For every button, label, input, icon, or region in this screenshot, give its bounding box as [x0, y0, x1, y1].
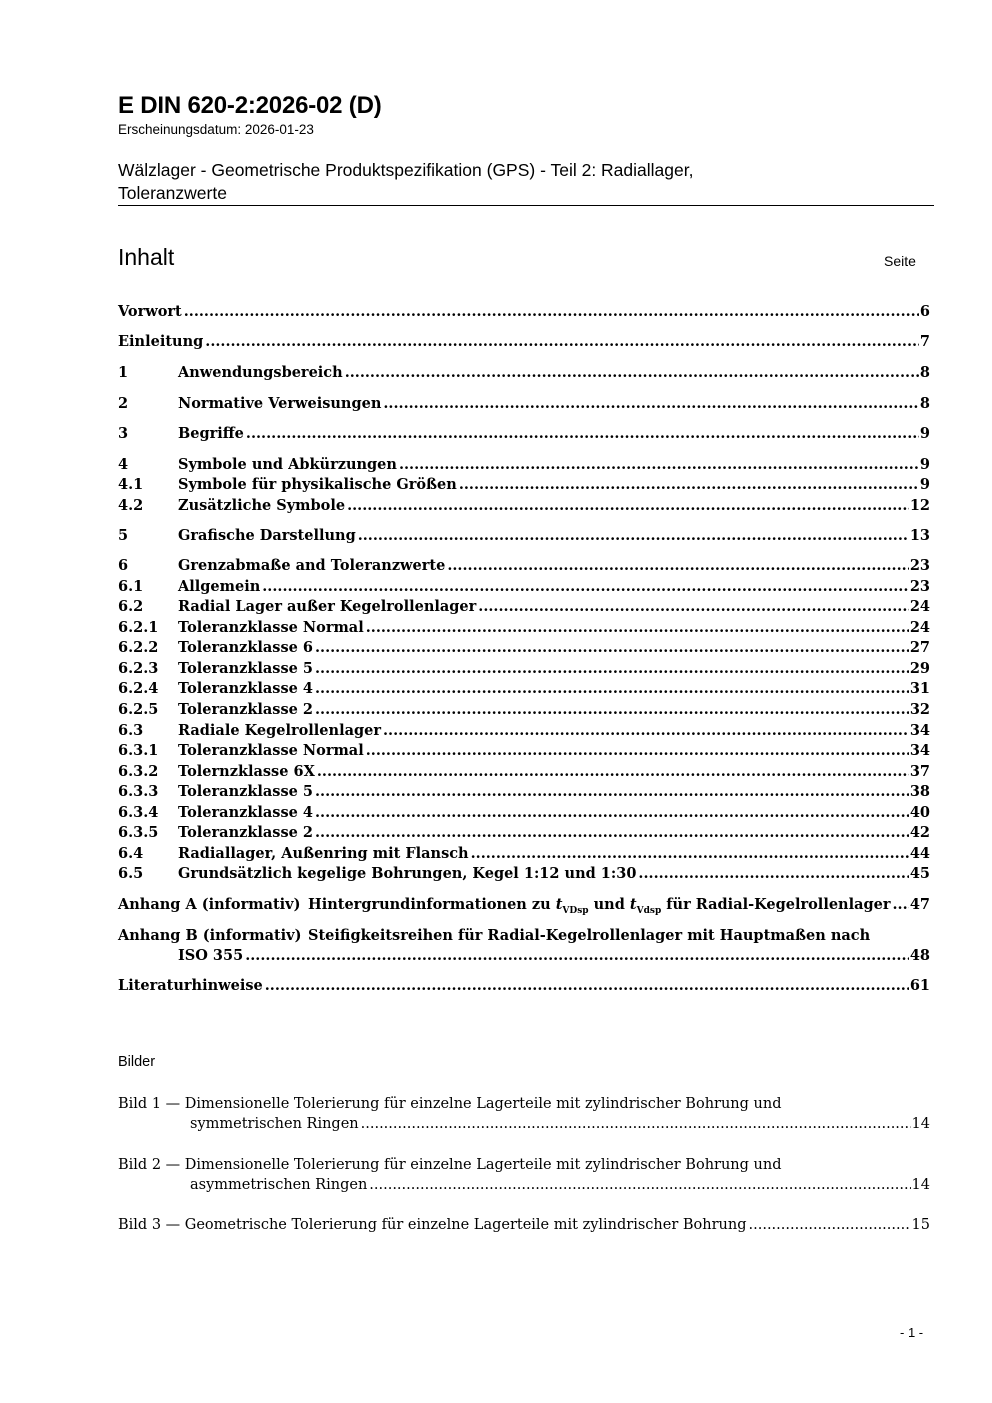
toc-entry-page: 8: [919, 364, 930, 381]
toc-entry[interactable]: [118, 577, 930, 597]
toc-entry-title: Toleranzklasse 4: [178, 680, 313, 697]
toc-entry-title: Toleranzklasse 5: [178, 660, 313, 677]
leader-dots: [361, 1114, 911, 1134]
toc-entry[interactable]: [118, 721, 930, 741]
leader-dots: [383, 721, 909, 741]
toc-entry-title: Einleitung: [118, 333, 204, 350]
toc-entry-page: 6: [919, 303, 930, 320]
leader-dots: [184, 302, 919, 322]
toc-entry-number: 5: [118, 527, 129, 544]
toc-entry-number: 6.1: [118, 578, 144, 595]
toc-entry-title: Toleranzklasse 5: [178, 783, 313, 800]
toc-entry-page: 9: [919, 476, 930, 493]
toc-entry-number: 6.3.5: [118, 824, 159, 841]
toc-entry-page: 44: [909, 845, 930, 862]
publication-date: Erscheinungsdatum: 2026-01-23: [118, 122, 314, 137]
leader-dots: [347, 496, 909, 516]
toc-entry[interactable]: [118, 762, 930, 782]
toc-entry-title: Tolernzklasse 6X: [178, 763, 315, 780]
toc-entry[interactable]: [118, 332, 930, 352]
toc-entry-number: 6.2.1: [118, 619, 159, 636]
leader-dots: [315, 638, 909, 658]
leader-dots: [749, 1215, 911, 1235]
document-id: E DIN 620-2:2026-02 (D): [118, 92, 382, 119]
figure-2-title: Bild 2 — Dimensionelle Tolerierung für einzelne Lagerteile mit zylindrischer Bohrung und: [118, 1157, 782, 1173]
title-line-1: Wälzlager - Geometrische Produktspezifikation (GPS) - Teil 2: Radiallager,: [118, 160, 694, 180]
leader-dots: [345, 363, 919, 383]
toc-entry-title: Symbole und Abkürzungen: [178, 456, 397, 473]
figure-1-title: Bild 1 — Dimensionelle Tolerierung für einzelne Lagerteile mit zylindrischer Bohrung und: [118, 1096, 782, 1112]
toc-heading: Inhalt: [118, 244, 175, 270]
toc-entry[interactable]: [118, 844, 930, 864]
annex-a-title: Hintergrundinformationen zu $t_{VDsp}$ und $t_{Vdsp}$ für Radial-Kegelrollenlager: [308, 896, 891, 916]
toc-entry-number: 6: [118, 557, 129, 574]
figure-entry-1[interactable]: [118, 1094, 930, 1134]
toc-entry-title: Toleranzklasse 4: [178, 804, 313, 821]
toc-entry-annex-a[interactable]: [118, 895, 930, 915]
title-line-2: Toleranzwerte: [118, 183, 227, 203]
leader-dots: [366, 741, 909, 761]
toc-entry[interactable]: [118, 526, 930, 546]
toc-entry-number: 6.2.4: [118, 680, 159, 697]
leader-dots: [317, 762, 909, 782]
toc-entry-page: 24: [909, 619, 930, 636]
toc-entry-number: 6.3: [118, 722, 144, 739]
figure-2-page: 14: [911, 1177, 930, 1193]
toc-entry-title: Vorwort: [118, 303, 182, 320]
toc-entry-page: 13: [909, 527, 930, 544]
toc-entry-page: 34: [909, 722, 930, 739]
toc-entry-title: Radiallager, Außenring mit Flansch: [178, 845, 469, 862]
toc-entry-number: 6.2.2: [118, 639, 159, 656]
figure-1-title-line2: symmetrischen Ringen: [190, 1116, 359, 1132]
leader-dots: [399, 455, 919, 475]
toc-entry-number: 4.1: [118, 476, 144, 493]
toc-entry-title: Grafische Darstellung: [178, 527, 356, 544]
leader-dots: [315, 782, 909, 802]
toc-entry-page: 29: [909, 660, 930, 677]
leader-dots: [315, 659, 909, 679]
toc-entry-number: 1: [118, 364, 129, 381]
toc-entry[interactable]: [118, 741, 930, 761]
toc-entry[interactable]: [118, 782, 930, 802]
figure-entry-3[interactable]: [118, 1215, 930, 1235]
toc-entry-title: Toleranzklasse Normal: [178, 742, 364, 759]
figures-heading: Bilder: [118, 1054, 156, 1070]
toc-entry-title: Radial Lager außer Kegelrollenlager: [178, 598, 477, 615]
toc-entry-page: 42: [909, 824, 930, 841]
leader-dots: [205, 332, 919, 352]
leader-dots: [478, 597, 909, 617]
toc-entry-page: 23: [909, 578, 930, 595]
toc-entry-page: 23: [909, 557, 930, 574]
leader-dots: [315, 823, 909, 843]
figure-3-page: 15: [911, 1217, 930, 1233]
toc-entry-page: 24: [909, 598, 930, 615]
leader-dots: [245, 946, 909, 966]
leader-dots: [459, 475, 919, 495]
toc-entry-page: 38: [909, 783, 930, 800]
toc-entry-page: 9: [919, 425, 930, 442]
annex-b-title-line1: Steifigkeitsreihen für Radial-Kegelrollenlager mit Hauptmaßen nach: [308, 927, 871, 944]
annex-a-label: Anhang A (informativ): [118, 896, 301, 913]
toc-entry-title: Symbole für physikalische Größen: [178, 476, 457, 493]
toc-entry-page: 8: [919, 395, 930, 412]
figure-3-title: Bild 3 — Geometrische Tolerierung für einzelne Lagerteile mit zylindrischer Bohrung: [118, 1217, 747, 1233]
toc-entry-page: 7: [919, 333, 930, 350]
leader-dots: [383, 394, 919, 414]
toc-entry[interactable]: [118, 394, 930, 414]
toc-entry-page: 37: [909, 763, 930, 780]
toc-entry-page: 40: [909, 804, 930, 821]
toc-entry-title: Toleranzklasse 2: [178, 824, 313, 841]
page-number: - 1 -: [900, 1325, 924, 1340]
literature-title: Literaturhinweise: [118, 977, 263, 994]
toc-entry-title: Toleranzklasse 2: [178, 701, 313, 718]
toc-entry[interactable]: [118, 679, 930, 699]
leader-dots: [315, 803, 909, 823]
toc-entry-page: 34: [909, 742, 930, 759]
leader-dots: [265, 976, 909, 996]
toc-entry-title: Zusätzliche Symbole: [178, 497, 346, 514]
leader-dots: [366, 618, 909, 638]
annex-a-page: 47: [909, 896, 930, 913]
toc-entry-annex-b-line1[interactable]: [118, 926, 930, 946]
toc-entry[interactable]: [118, 823, 930, 843]
toc-entry-number: 3: [118, 425, 129, 442]
leader-dots: [471, 844, 909, 864]
toc-entry-number: 6.3.2: [118, 763, 159, 780]
toc-entry[interactable]: [118, 475, 930, 495]
toc-entry[interactable]: [118, 864, 930, 884]
toc-entry[interactable]: [118, 659, 930, 679]
toc-page-label: Seite: [884, 253, 916, 269]
leader-dots: [447, 556, 908, 576]
toc-entry[interactable]: [118, 638, 930, 658]
leader-dots: [315, 700, 909, 720]
toc-entry-page: 27: [909, 639, 930, 656]
toc-entry[interactable]: [118, 803, 930, 823]
leader-dots: [262, 577, 909, 597]
leader-dots: [369, 1175, 910, 1195]
leader-dots: [893, 895, 909, 915]
toc-entry[interactable]: [118, 302, 930, 322]
toc-entry[interactable]: [118, 597, 930, 617]
toc-entry-title: Toleranzklasse 6: [178, 639, 313, 656]
toc-entry-title: Grundsätzlich kegelige Bohrungen, Kegel 1:12 und 1:30: [178, 865, 637, 882]
toc-entry[interactable]: [118, 424, 930, 444]
toc-entry-title: Grenzabmaße and Toleranzwerte: [178, 557, 446, 574]
annex-b-page: 48: [909, 947, 930, 964]
toc-entry-literature[interactable]: [118, 976, 930, 996]
figure-entry-2[interactable]: [118, 1155, 930, 1195]
leader-dots: [315, 679, 909, 699]
toc-entry-annex-b-line2[interactable]: [118, 946, 930, 966]
toc-entry-number: 4: [118, 456, 129, 473]
toc-entry-title: Begriffe: [178, 425, 244, 442]
toc-entry-number: 6.3.1: [118, 742, 159, 759]
toc-entry-number: 6.5: [118, 865, 144, 882]
toc-entry[interactable]: [118, 700, 930, 720]
toc-entry[interactable]: [118, 556, 930, 576]
toc-entry[interactable]: [118, 455, 930, 475]
toc-entry-number: 6.2.5: [118, 701, 159, 718]
figure-1-page: 14: [911, 1116, 930, 1132]
annex-b-title-line2: ISO 355: [178, 947, 244, 964]
toc-entry-number: 2: [118, 395, 129, 412]
toc-entry-number: 4.2: [118, 497, 144, 514]
toc-entry-title: Toleranzklasse Normal: [178, 619, 364, 636]
toc-entry-page: 12: [909, 497, 930, 514]
toc-entry-page: 45: [909, 865, 930, 882]
toc-entry-number: 6.3.4: [118, 804, 159, 821]
toc-entry-title: Normative Verweisungen: [178, 395, 382, 412]
toc-entry-number: 6.4: [118, 845, 144, 862]
literature-page: 61: [909, 977, 930, 994]
toc-entry-number: 6.2.3: [118, 660, 159, 677]
toc-entry[interactable]: [118, 496, 930, 516]
toc-entry-title: Allgemein: [178, 578, 261, 595]
toc-entry-title: Radiale Kegelrollenlager: [178, 722, 381, 739]
leader-dots: [246, 424, 919, 444]
annex-b-label: Anhang B (informativ): [118, 927, 302, 944]
toc-entry-page: 31: [909, 680, 930, 697]
toc-entry-page: 32: [909, 701, 930, 718]
toc-entry-number: 6.2: [118, 598, 144, 615]
toc-entry-number: 6.3.3: [118, 783, 159, 800]
leader-dots: [358, 526, 909, 546]
toc-entry-page: 9: [919, 456, 930, 473]
toc-entry[interactable]: [118, 363, 930, 383]
leader-dots: [638, 864, 908, 884]
figure-2-title-line2: asymmetrischen Ringen: [190, 1177, 368, 1193]
toc-entry[interactable]: [118, 618, 930, 638]
toc-entry-title: Anwendungsbereich: [178, 364, 343, 381]
